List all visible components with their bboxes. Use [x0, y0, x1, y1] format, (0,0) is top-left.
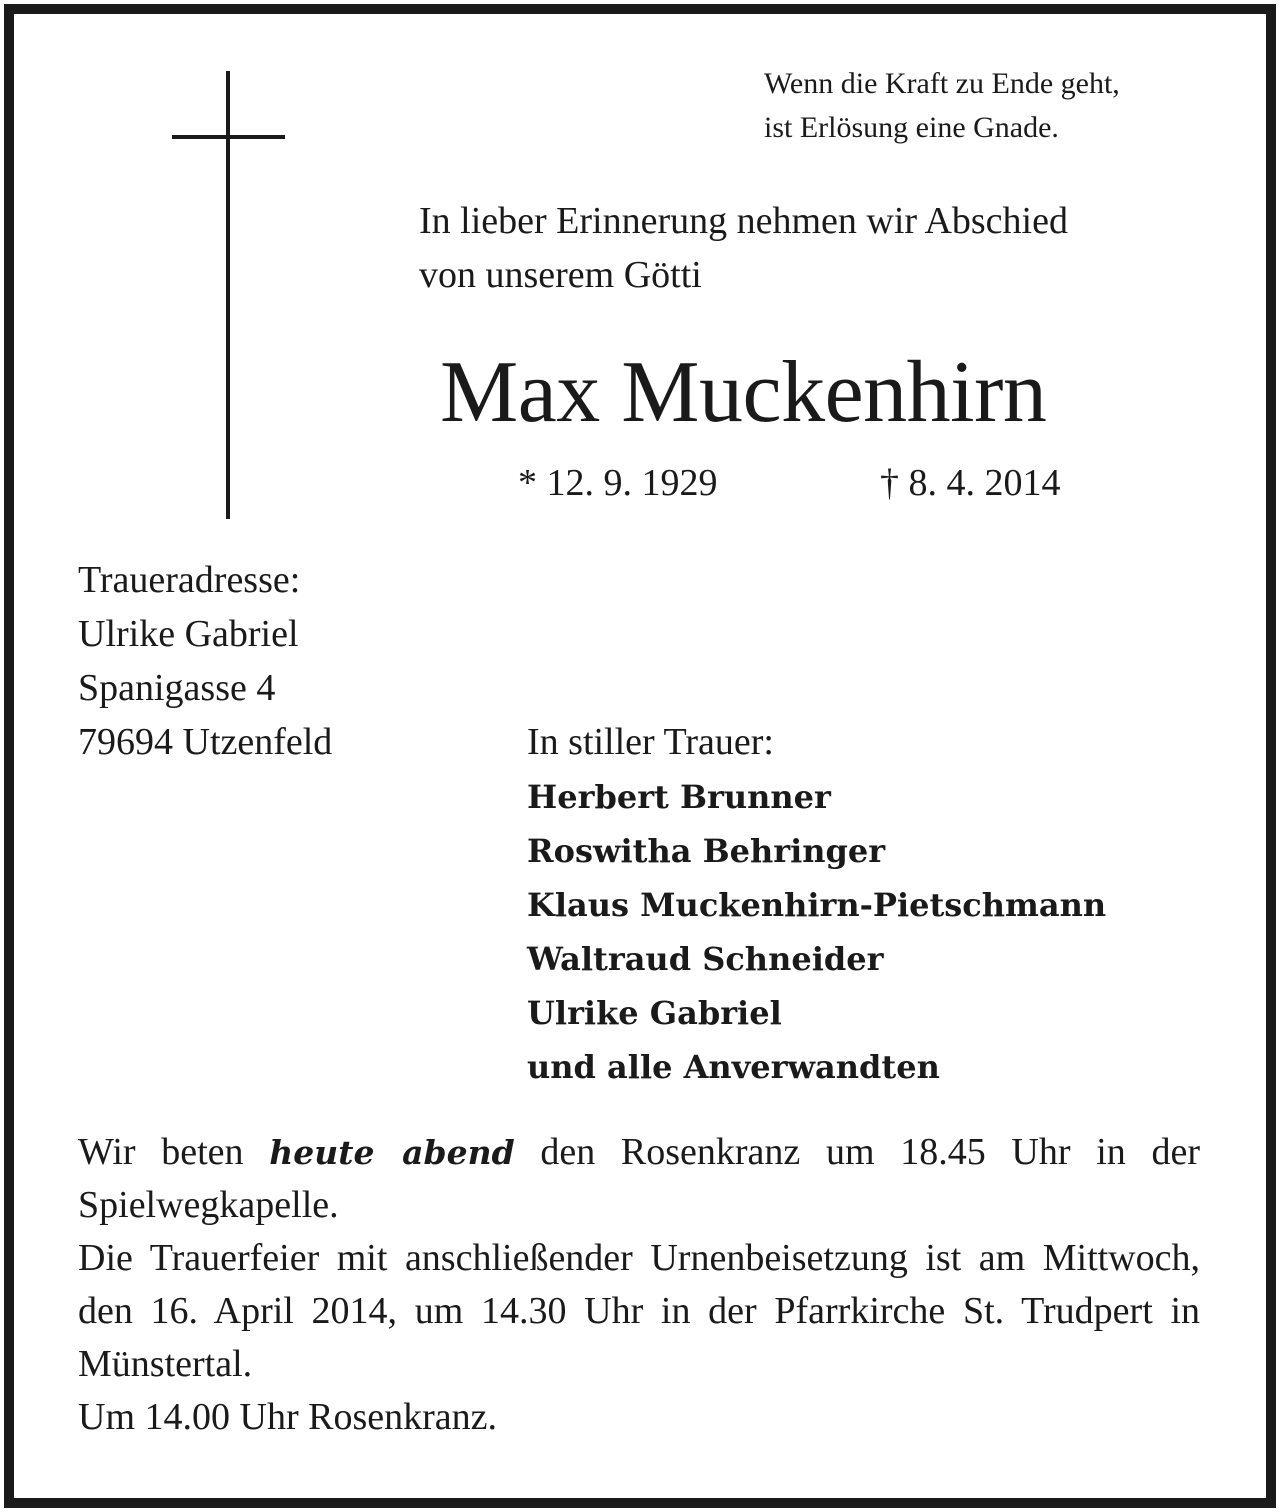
deceased-name: Max Muckenhirn [440, 344, 1047, 441]
death-date: † 8. 4. 2014 [880, 462, 1061, 504]
intro-line-2: von unserem Götti [419, 254, 702, 296]
mourner-name: Ulrike Gabriel [527, 994, 782, 1032]
service-info [78, 1126, 1200, 1444]
birth-date: * 12. 9. 1929 [518, 462, 718, 504]
rosary-text-end: den Rosenkranz um 18.45 Uhr in der Spielwegkapelle. [78, 1131, 1200, 1226]
cross-symbol-horizontal [172, 135, 285, 139]
mourners-list [527, 770, 1106, 1094]
mourners-label: In stiller Trauer: [527, 721, 774, 763]
rosary-paragraph [78, 1126, 1200, 1232]
rosary-text-start: Wir beten [78, 1131, 270, 1173]
mourner-name: Herbert Brunner [527, 778, 831, 816]
mourner-name: Waltraud Schneider [527, 940, 884, 978]
motto-line-1: Wenn die Kraft zu Ende geht, [764, 67, 1120, 100]
rosary-time-paragraph: Um 14.00 Uhr Rosenkranz. [78, 1396, 497, 1438]
mourner-name: Klaus Muckenhirn-Pietschmann [527, 886, 1107, 924]
mourner-name: und alle Anverwandten [527, 1048, 940, 1086]
rosary-emphasis: heute abend [269, 1133, 515, 1172]
address-city: 79694 Utzenfeld [78, 721, 333, 763]
motto [764, 62, 1120, 150]
address-street: Spanigasse 4 [78, 667, 276, 709]
intro-text [419, 194, 1068, 302]
mourning-address [78, 553, 332, 769]
address-label: Traueradresse: [78, 559, 301, 601]
intro-line-1: In lieber Erinnerung nehmen wir Abschied [419, 200, 1068, 242]
motto-line-2: ist Erlösung eine Gnade. [764, 111, 1059, 144]
funeral-paragraph: Die Trauerfeier mit anschließender Urnenbeisetzung ist am Mittwoch, den 16. April 2014, um 14.30 Uhr in der Pfarrkirche St. Trudpert in Münstertal. [78, 1237, 1200, 1385]
mourner-name: Roswitha Behringer [527, 832, 886, 870]
address-name: Ulrike Gabriel [78, 613, 299, 655]
